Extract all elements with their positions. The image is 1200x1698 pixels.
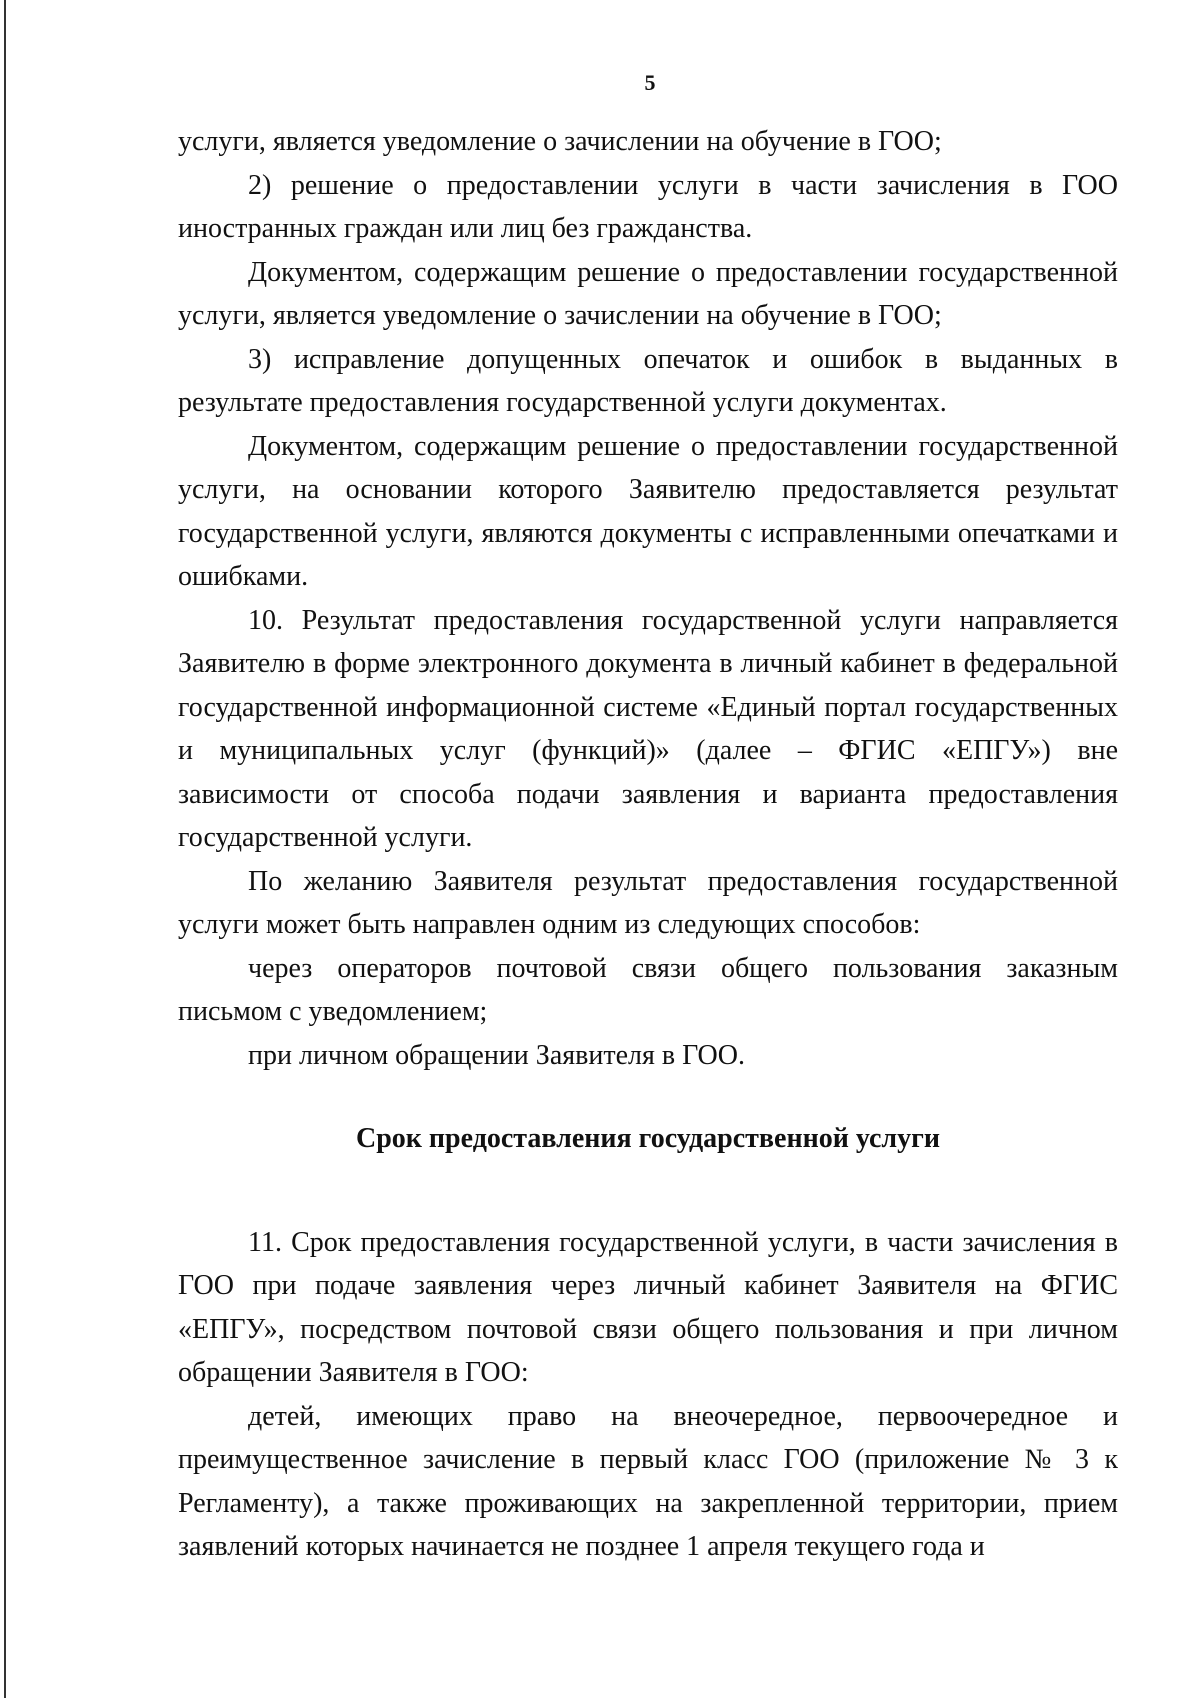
paragraph-item-3: 3) исправление допущенных опечаток и ошибок в выданных в результате предоставления государственной услуги документах. [178, 343, 1118, 418]
paragraph-item-2: 2) решение о предоставлении услуги в части зачисления в ГОО иностранных граждан или лиц без гражданства. [178, 169, 1118, 244]
section-title: Срок предоставления государственной услуги [356, 1123, 940, 1154]
paragraph-document-decision: Документом, содержащим решение о предоставлении государственной услуги, является уведомление о зачислении на обучение в ГОО; [178, 256, 1118, 331]
paragraph-clause-10: 10. Результат предоставления государственной услуги направляется Заявителю в форме электронного документа в личный кабинет в федеральной государственной информационной системе «Единый портал государственных и муниципальных услуг (функций)» (далее – ФГИС «ЕПГУ») вне зависимости от способа подачи заявления и варианта предоставления государственной услуги. [178, 604, 1118, 853]
paragraph-applicant-wish: По желанию Заявителя результат предоставления государственной услуги может быть направлен одним из следующих способов: [178, 865, 1118, 940]
document-body [178, 120, 1118, 1569]
scan-edge-line [4, 0, 6, 1698]
paragraph-postal-option: через операторов почтовой связи общего пользования заказным письмом с уведомлением; [178, 952, 1118, 1027]
paragraph-clause-11: 11. Срок предоставления государственной услуги, в части зачисления в ГОО при подаче заявления через личный кабинет Заявителя на ФГИС «ЕПГУ», посредством почтовой связи общего пользования и при личном обращении Заявителя в ГОО: [178, 1226, 1118, 1388]
paragraph-personal-option: при личном обращении Заявителя в ГОО. [248, 1039, 745, 1071]
paragraph-document-corrections: Документом, содержащим решение о предоставлении государственной услуги, на основании которого Заявителю предоставляется результат государственной услуги, являются документы с исправленными опечатками и ошибками. [178, 430, 1118, 592]
paragraph-continuation: услуги, является уведомление о зачислении на обучение в ГОО; [178, 126, 942, 157]
page-number: 5 [644, 70, 656, 95]
paragraph-children-priority: детей, имеющих право на внеочередное, первоочередное и преимущественное зачисление в первый класс ГОО (приложение № 3 к Регламенту), а также проживающих на закрепленной территории, прием заявлений которых начинается не позднее 1 апреля текущего года и [178, 1400, 1118, 1562]
